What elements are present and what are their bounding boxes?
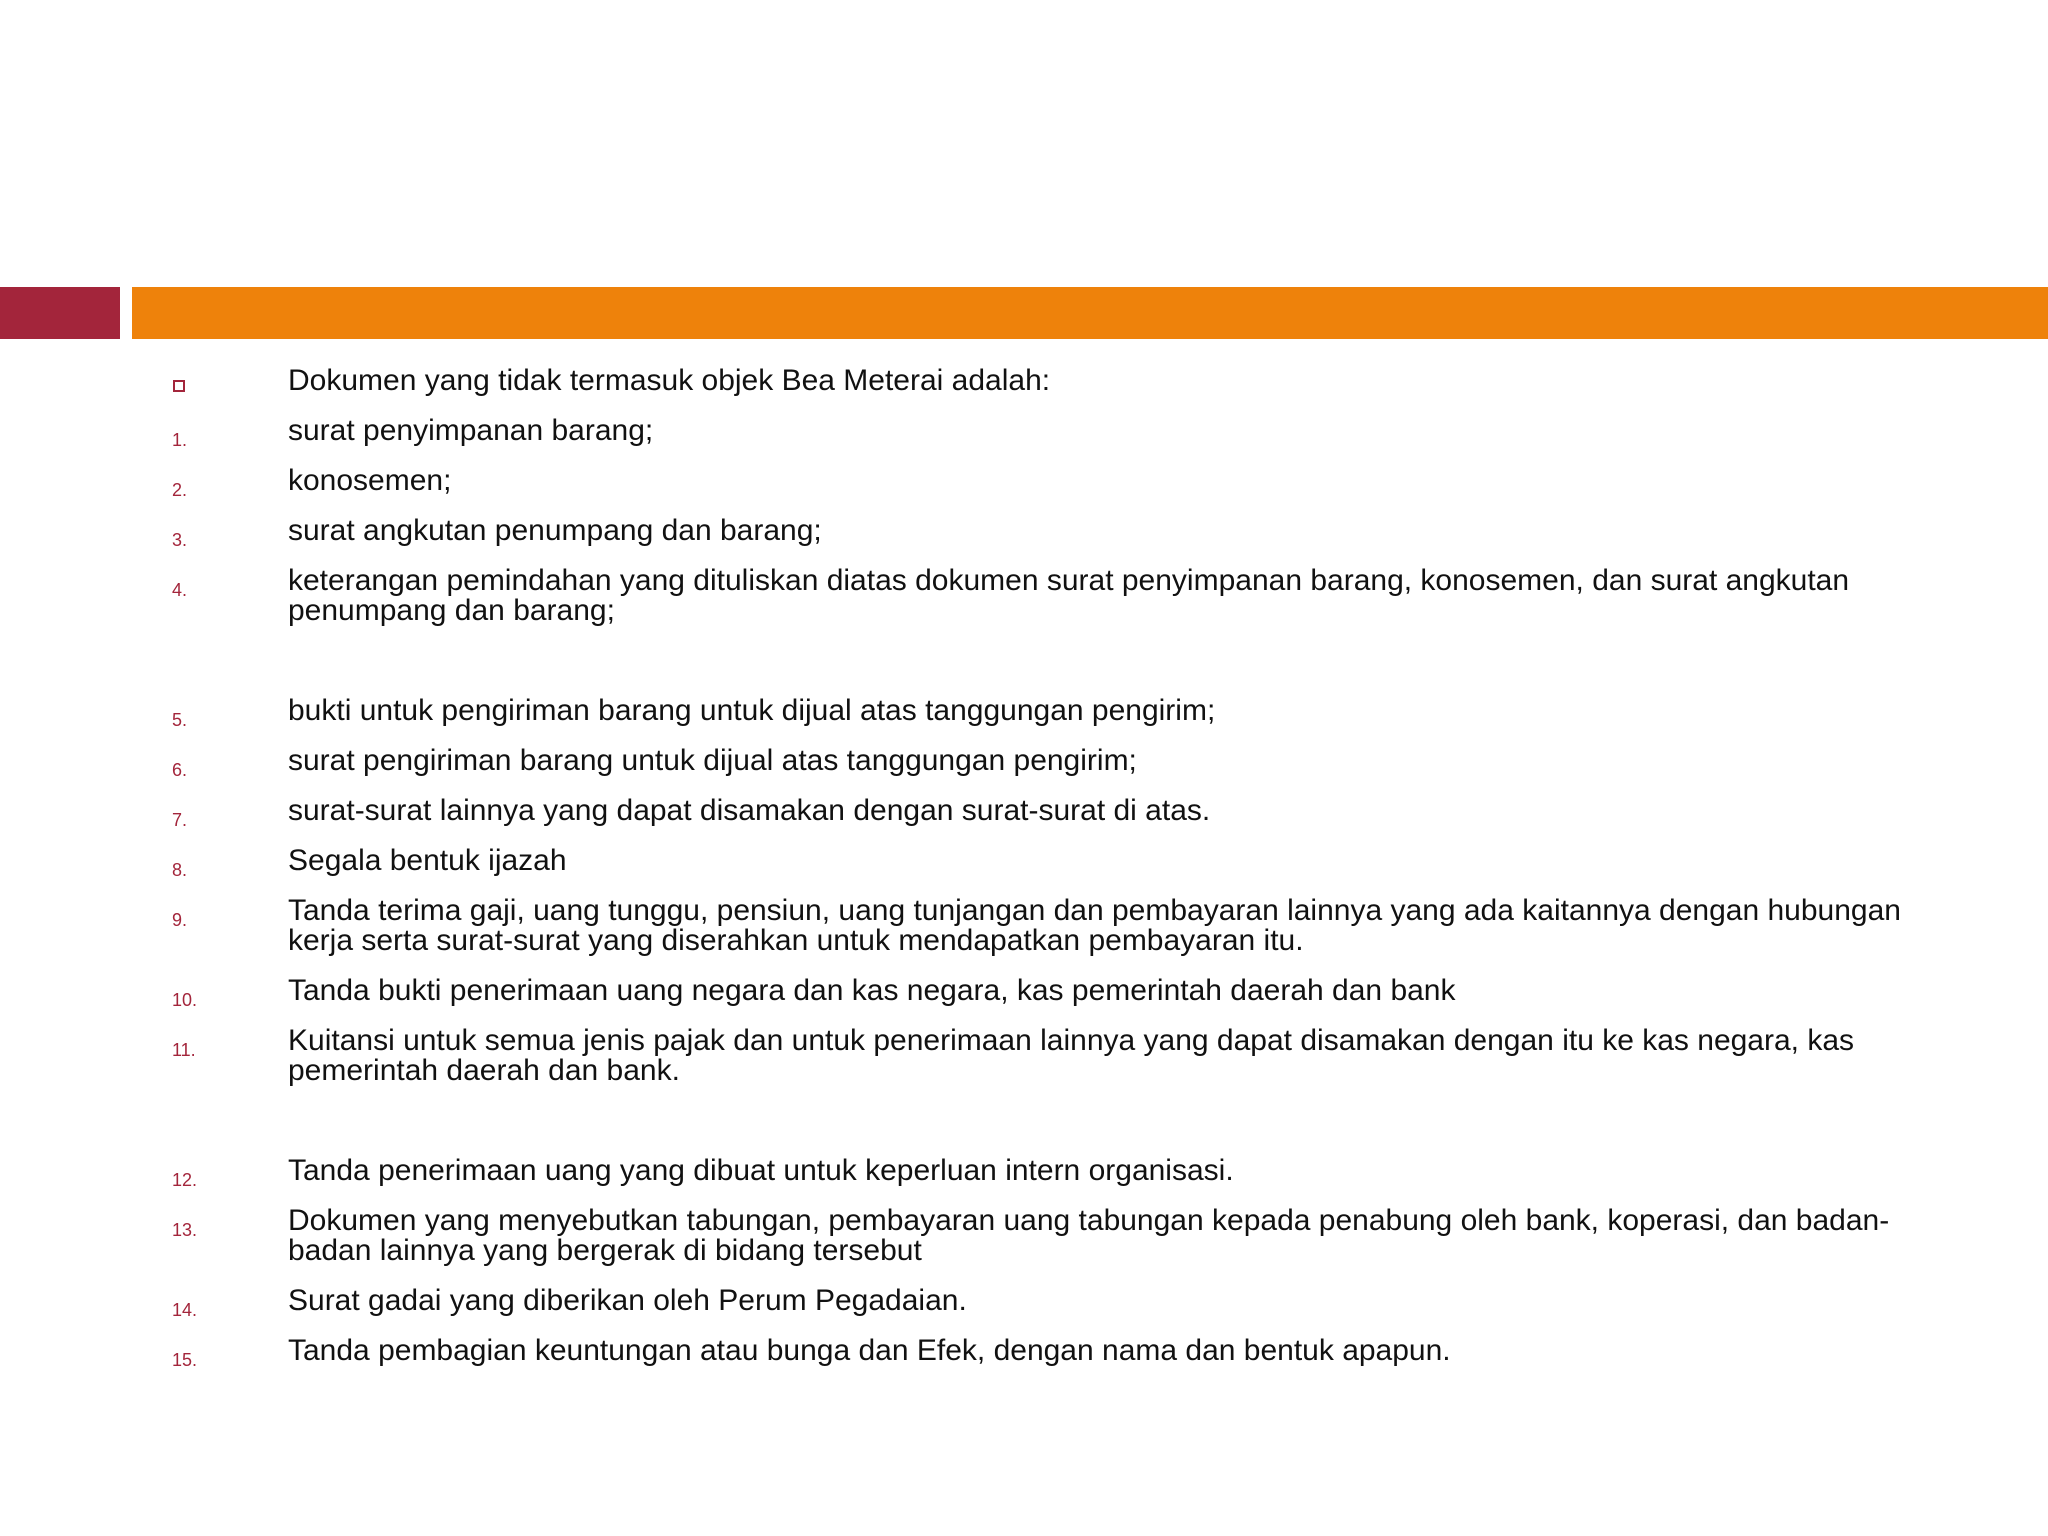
item-number: 14. [172, 1300, 198, 1320]
item-number: 12. [172, 1170, 198, 1190]
item-number: 9. [172, 910, 188, 930]
item-text: bukti untuk pengiriman barang untuk dijual atas tanggungan pengirim; [288, 694, 1216, 727]
item-text: Tanda terima gaji, uang tunggu, pensiun, uang tunjangan dan pembayaran lainnya yang ada kaitannya dengan hubungan kerja serta surat-surat yang diserahkan untuk mendapatkan pembayaran itu. [288, 894, 1901, 957]
item-text: Tanda penerimaan uang yang dibuat untuk keperluan intern organisasi. [288, 1154, 1234, 1187]
item-text: Surat gadai yang diberikan oleh Perum Pegadaian. [288, 1284, 967, 1317]
item-text: surat-surat lainnya yang dapat disamakan dengan surat-surat di atas. [288, 794, 1211, 827]
item-number: 5. [172, 710, 188, 730]
item-text: Dokumen yang menyebutkan tabungan, pembayaran uang tabungan kepada penabung oleh bank, koperasi, dan badan-badan lainnya yang bergerak di bidang tersebut [288, 1204, 1890, 1267]
item-text: surat angkutan penumpang dan barang; [288, 514, 822, 547]
item-number: 15. [172, 1350, 198, 1370]
item-text: Kuitansi untuk semua jenis pajak dan untuk penerimaan lainnya yang dapat disamakan dengan itu ke kas negara, kas pemerintah daerah dan bank. [288, 1024, 1855, 1087]
item-number: 11. [172, 1040, 196, 1060]
item-number: 10. [172, 990, 198, 1010]
item-number: 4. [172, 580, 188, 600]
item-number: 13. [172, 1220, 198, 1240]
item-number: 6. [172, 760, 188, 780]
item-number: 7. [172, 810, 188, 830]
heading-text: Dokumen yang tidak termasuk objek Bea Meterai adalah: [288, 364, 1051, 397]
item-text: Tanda pembagian keuntungan atau bunga dan Efek, dengan nama dan bentuk apapun. [288, 1334, 1451, 1367]
item-text: surat pengiriman barang untuk dijual atas tanggungan pengirim; [288, 744, 1137, 777]
square-bullet-icon [173, 380, 185, 392]
item-number: 3. [172, 530, 188, 550]
item-text: surat penyimpanan barang; [288, 414, 654, 447]
item-text: keterangan pemindahan yang dituliskan diatas dokumen surat penyimpanan barang, konosemen, dan surat angkutan penumpang dan barang; [288, 564, 1850, 627]
item-number: 8. [172, 860, 188, 880]
item-text: konosemen; [288, 464, 452, 497]
item-number: 2. [172, 480, 188, 500]
item-number: 1. [172, 430, 188, 450]
item-text: Tanda bukti penerimaan uang negara dan kas negara, kas pemerintah daerah dan bank [288, 974, 1456, 1007]
item-text: Segala bentuk ijazah [288, 844, 567, 877]
